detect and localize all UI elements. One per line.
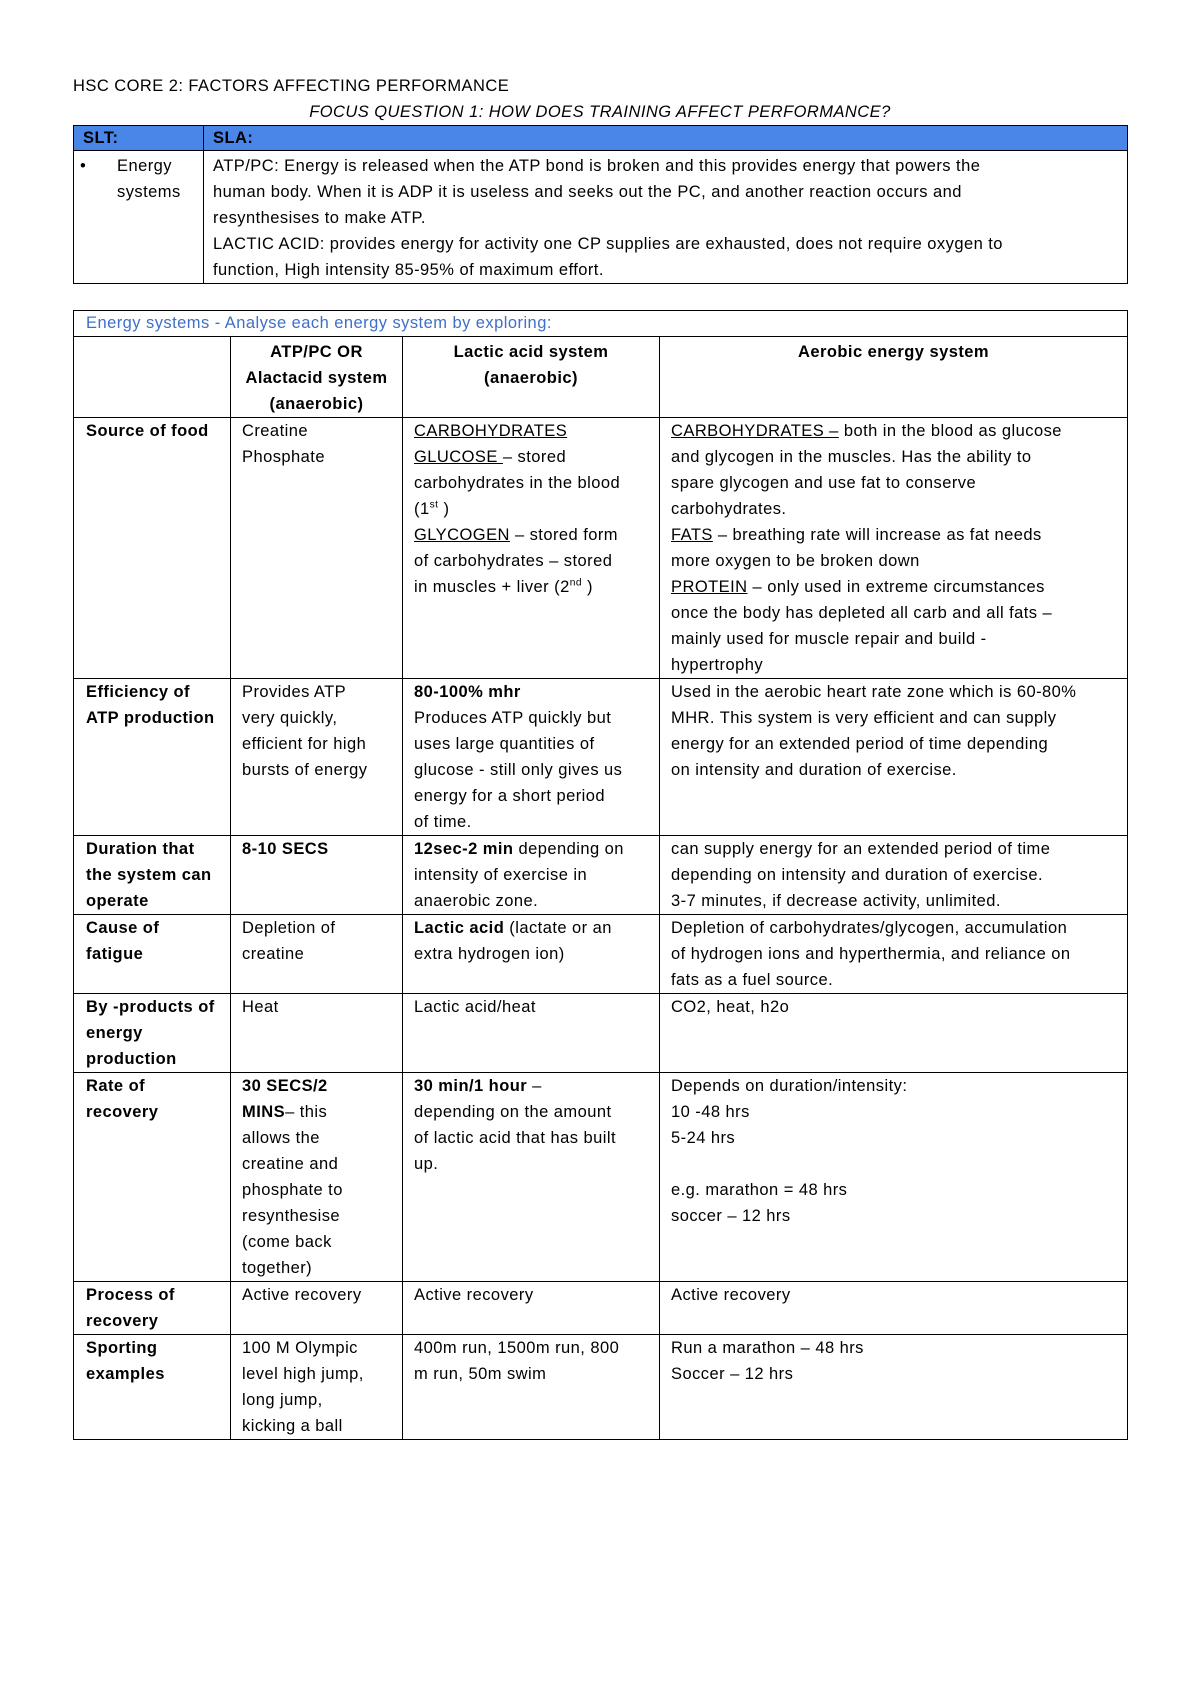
text-line: Provides ATP bbox=[242, 683, 347, 701]
text-line: m run, 50m swim bbox=[414, 1365, 547, 1383]
superscript-text: st bbox=[429, 499, 439, 511]
slt-list-item bbox=[80, 153, 199, 205]
text-run: – bbox=[527, 1077, 542, 1095]
text-line bbox=[414, 496, 655, 522]
text-line: Efficiency of bbox=[86, 683, 190, 701]
table-row bbox=[74, 418, 1128, 679]
text-run: ) bbox=[438, 500, 450, 518]
bold-text: 12sec-2 min bbox=[414, 840, 514, 858]
cell-aerobic bbox=[660, 679, 1128, 836]
text-line: Soccer – 12 hrs bbox=[671, 1365, 794, 1383]
document-title: HSC CORE 2: FACTORS AFFECTING PERFORMANCE bbox=[73, 77, 510, 95]
bold-text: 30 SECS/2 bbox=[242, 1077, 328, 1095]
text-line: examples bbox=[86, 1365, 165, 1383]
table-caption: Energy systems - Analyse each energy system by exploring: bbox=[74, 311, 1128, 337]
column-header-aerobic bbox=[660, 337, 1128, 418]
slt-cell bbox=[74, 151, 204, 284]
text-line: carbohydrates in the blood bbox=[414, 474, 621, 492]
text-line: allows the bbox=[242, 1129, 320, 1147]
row-label bbox=[74, 679, 231, 836]
text-line: e.g. marathon = 48 hrs bbox=[671, 1181, 848, 1199]
text-line: resynthesises to make ATP. bbox=[213, 209, 426, 227]
focus-question: FOCUS QUESTION 1: HOW DOES TRAINING AFFECT PERFORMANCE? bbox=[309, 103, 891, 121]
text-line: phosphate to bbox=[242, 1181, 343, 1199]
column-header-feature bbox=[74, 337, 231, 418]
text-line: Source of food bbox=[86, 422, 209, 440]
cell-lactic-acid bbox=[403, 1073, 660, 1282]
text-line: of time. bbox=[414, 813, 472, 831]
cell-aerobic bbox=[660, 1282, 1128, 1335]
text-run: in muscles + liver (2 bbox=[414, 578, 570, 596]
cell-aerobic bbox=[660, 836, 1128, 915]
text-line: Used in the aerobic heart rate zone which is 60-80% bbox=[671, 683, 1077, 701]
underlined-text: FATS bbox=[671, 526, 713, 544]
text-line: level high jump, bbox=[242, 1365, 364, 1383]
text-line: Alactacid system bbox=[245, 369, 388, 387]
text-line bbox=[414, 915, 655, 941]
text-line: bursts of energy bbox=[242, 761, 368, 779]
text-line: Rate of bbox=[86, 1077, 146, 1095]
table-caption-row bbox=[74, 311, 1128, 337]
text-line: Produces ATP quickly but bbox=[414, 709, 612, 727]
table-row bbox=[74, 915, 1128, 994]
text-run: – breathing rate will increase as fat needs bbox=[712, 526, 1042, 544]
text-run: – this bbox=[285, 1103, 328, 1121]
bold-text: 30 min/1 hour bbox=[414, 1077, 528, 1095]
cell-lactic-acid bbox=[403, 1282, 660, 1335]
text-line bbox=[242, 1073, 398, 1099]
text-line bbox=[414, 574, 655, 600]
text-line: LACTIC ACID: provides energy for activity one CP supplies are exhausted, does not require oxygen to bbox=[213, 235, 1003, 253]
bold-text: 8-10 SECS bbox=[242, 840, 329, 858]
cell-lactic-acid bbox=[403, 679, 660, 836]
text-line: up. bbox=[414, 1155, 439, 1173]
bold-text: MINS bbox=[242, 1103, 286, 1121]
cell-aerobic bbox=[660, 418, 1128, 679]
text-line: ATP/PC: Energy is released when the ATP bond is broken and this provides energy that powers the bbox=[213, 157, 981, 175]
text-line: kicking a ball bbox=[242, 1417, 343, 1435]
text-line: MHR. This system is very efficient and can supply bbox=[671, 709, 1057, 727]
column-header-atp-pc bbox=[231, 337, 403, 418]
bullet-icon: • bbox=[80, 157, 87, 175]
text-run: (1 bbox=[414, 500, 430, 518]
underlined-text: CARBOHYDRATES bbox=[414, 422, 568, 440]
text-line bbox=[242, 836, 398, 862]
text-line bbox=[242, 1099, 398, 1125]
text-line bbox=[414, 522, 655, 548]
text-line: Lactic acid system bbox=[453, 343, 609, 361]
cell-aerobic bbox=[660, 1335, 1128, 1440]
cell-atp-pc bbox=[231, 1282, 403, 1335]
text-line: Run a marathon – 48 hrs bbox=[671, 1339, 864, 1357]
text-line: creatine and bbox=[242, 1155, 339, 1173]
column-header-row bbox=[74, 337, 1128, 418]
text-line: can supply energy for an extended period of time bbox=[671, 840, 1051, 858]
text-line: creatine bbox=[242, 945, 305, 963]
table-row bbox=[74, 1073, 1128, 1282]
cell-lactic-acid bbox=[403, 836, 660, 915]
text-line: recovery bbox=[86, 1312, 159, 1330]
text-line: uses large quantities of bbox=[414, 735, 595, 753]
text-line: soccer – 12 hrs bbox=[671, 1207, 791, 1225]
text-line: Cause of bbox=[86, 919, 160, 937]
text-line: resynthesise bbox=[242, 1207, 341, 1225]
text-line: anaerobic zone. bbox=[414, 892, 539, 910]
text-line: Sporting bbox=[86, 1339, 158, 1357]
text-line: energy for an extended period of time depending bbox=[671, 735, 1049, 753]
text-run: – only used in extreme circumstances bbox=[747, 578, 1045, 596]
text-line: 400m run, 1500m run, 800 bbox=[414, 1339, 620, 1357]
text-line bbox=[671, 574, 1123, 600]
bold-text: Lactic acid bbox=[414, 919, 505, 937]
text-line: production bbox=[86, 1050, 177, 1068]
text-line: fats as a fuel source. bbox=[671, 971, 834, 989]
text-line: of lactic acid that has built bbox=[414, 1129, 616, 1147]
row-label bbox=[74, 418, 231, 679]
text-line bbox=[671, 418, 1123, 444]
underlined-text: CARBOHYDRATES – bbox=[671, 422, 839, 440]
row-label bbox=[74, 994, 231, 1073]
text-line: intensity of exercise in bbox=[414, 866, 588, 884]
text-line bbox=[414, 679, 655, 705]
document-page bbox=[73, 73, 1127, 1440]
slt-sla-body-row bbox=[74, 151, 1128, 284]
text-run: – stored form bbox=[509, 526, 618, 544]
text-line: human body. When it is ADP it is useless and seeks out the PC, and another reaction occurs and bbox=[213, 183, 962, 201]
slt-header: SLT: bbox=[74, 126, 204, 151]
text-line: together) bbox=[242, 1259, 313, 1277]
cell-atp-pc bbox=[231, 679, 403, 836]
text-line: once the body has depleted all carb and all fats – bbox=[671, 604, 1053, 622]
text-line: (anaerobic) bbox=[484, 369, 578, 387]
text-line: 5-24 hrs bbox=[671, 1129, 736, 1147]
row-label bbox=[74, 1282, 231, 1335]
text-line: extra hydrogen ion) bbox=[414, 945, 565, 963]
row-label bbox=[74, 1073, 231, 1282]
underlined-text: GLUCOSE bbox=[414, 448, 503, 466]
text-line: spare glycogen and use fat to conserve bbox=[671, 474, 977, 492]
bold-text: 80-100% mhr bbox=[414, 683, 521, 701]
text-line: 3-7 minutes, if decrease activity, unlimited. bbox=[671, 892, 1001, 910]
cell-aerobic bbox=[660, 1073, 1128, 1282]
slt-sla-table bbox=[73, 125, 1128, 284]
energy-systems-table bbox=[73, 310, 1128, 1440]
text-run: ) bbox=[581, 578, 593, 596]
text-line: ATP/PC OR bbox=[270, 343, 363, 361]
text-line: Heat bbox=[242, 998, 279, 1016]
text-line: and glycogen in the muscles. Has the ability to bbox=[671, 448, 1032, 466]
text-line: (come back bbox=[242, 1233, 332, 1251]
text-line: carbohydrates. bbox=[671, 500, 787, 518]
cell-atp-pc bbox=[231, 1073, 403, 1282]
text-line: recovery bbox=[86, 1103, 159, 1121]
text-line: hypertrophy bbox=[671, 656, 764, 674]
cell-atp-pc bbox=[231, 1335, 403, 1440]
slt-item-text: Energy systems bbox=[117, 157, 181, 201]
cell-lactic-acid bbox=[403, 1335, 660, 1440]
text-line: efficient for high bbox=[242, 735, 367, 753]
text-line: Depletion of bbox=[242, 919, 336, 937]
text-line: (anaerobic) bbox=[269, 395, 364, 413]
text-line: CO2, heat, h2o bbox=[671, 998, 790, 1016]
underlined-text: GLYCOGEN bbox=[414, 526, 510, 544]
text-line: long jump, bbox=[242, 1391, 323, 1409]
text-line bbox=[414, 1073, 655, 1099]
text-line: of carbohydrates – stored bbox=[414, 552, 613, 570]
text-line: Lactic acid/heat bbox=[414, 998, 536, 1016]
text-line: Process of bbox=[86, 1286, 175, 1304]
cell-atp-pc bbox=[231, 994, 403, 1073]
cell-atp-pc bbox=[231, 915, 403, 994]
text-line: function, High intensity 85-95% of maximum effort. bbox=[213, 261, 604, 279]
text-line: Depends on duration/intensity: bbox=[671, 1077, 908, 1095]
row-label bbox=[74, 836, 231, 915]
text-line: Active recovery bbox=[414, 1286, 534, 1304]
text-line: Duration that bbox=[86, 840, 195, 858]
text-line: depending on the amount bbox=[414, 1103, 612, 1121]
text-line: fatigue bbox=[86, 945, 144, 963]
text-line: very quickly, bbox=[242, 709, 338, 727]
text-line: Aerobic energy system bbox=[798, 343, 990, 361]
table-row bbox=[74, 1335, 1128, 1440]
text-line: glucose - still only gives us bbox=[414, 761, 623, 779]
underlined-text: PROTEIN bbox=[671, 578, 748, 596]
text-run: depending on bbox=[513, 840, 624, 858]
text-run: (lactate or an bbox=[504, 919, 612, 937]
text-line: Depletion of carbohydrates/glycogen, accumulation bbox=[671, 919, 1068, 937]
cell-aerobic bbox=[660, 915, 1128, 994]
row-label bbox=[74, 1335, 231, 1440]
row-label bbox=[74, 915, 231, 994]
text-line: Active recovery bbox=[242, 1286, 362, 1304]
text-run: both in the blood as glucose bbox=[838, 422, 1062, 440]
cell-aerobic bbox=[660, 994, 1128, 1073]
text-line: on intensity and duration of exercise. bbox=[671, 761, 957, 779]
text-line: Active recovery bbox=[671, 1286, 791, 1304]
text-line: Phosphate bbox=[242, 448, 325, 466]
text-line: 100 M Olympic bbox=[242, 1339, 358, 1357]
cell-lactic-acid bbox=[403, 915, 660, 994]
text-line: of hydrogen ions and hyperthermia, and reliance on bbox=[671, 945, 1071, 963]
table-row bbox=[74, 994, 1128, 1073]
table-row bbox=[74, 836, 1128, 915]
text-line: 10 -48 hrs bbox=[671, 1103, 750, 1121]
cell-atp-pc bbox=[231, 836, 403, 915]
text-run: – stored bbox=[502, 448, 567, 466]
blank-line bbox=[671, 1151, 1123, 1177]
text-line: By -products of bbox=[86, 998, 215, 1016]
text-line bbox=[414, 836, 655, 862]
text-line: Creatine bbox=[242, 422, 308, 440]
cell-lactic-acid bbox=[403, 994, 660, 1073]
sla-header: SLA: bbox=[204, 126, 1128, 151]
slt-sla-header-row bbox=[74, 126, 1128, 151]
table-row bbox=[74, 1282, 1128, 1335]
text-line: operate bbox=[86, 892, 149, 910]
text-line bbox=[414, 444, 655, 470]
text-line: the system can bbox=[86, 866, 212, 884]
cell-lactic-acid bbox=[403, 418, 660, 679]
sla-cell bbox=[204, 151, 1128, 284]
text-line: depending on intensity and duration of exercise. bbox=[671, 866, 1044, 884]
text-line: energy bbox=[86, 1024, 143, 1042]
text-line: energy for a short period bbox=[414, 787, 606, 805]
column-header-lactic-acid bbox=[403, 337, 660, 418]
text-line: ATP production bbox=[86, 709, 215, 727]
text-line bbox=[671, 522, 1123, 548]
text-line: more oxygen to be broken down bbox=[671, 552, 920, 570]
text-line: mainly used for muscle repair and build - bbox=[671, 630, 987, 648]
text-line bbox=[414, 418, 655, 444]
table-row bbox=[74, 679, 1128, 836]
cell-atp-pc bbox=[231, 418, 403, 679]
superscript-text: nd bbox=[569, 577, 582, 589]
